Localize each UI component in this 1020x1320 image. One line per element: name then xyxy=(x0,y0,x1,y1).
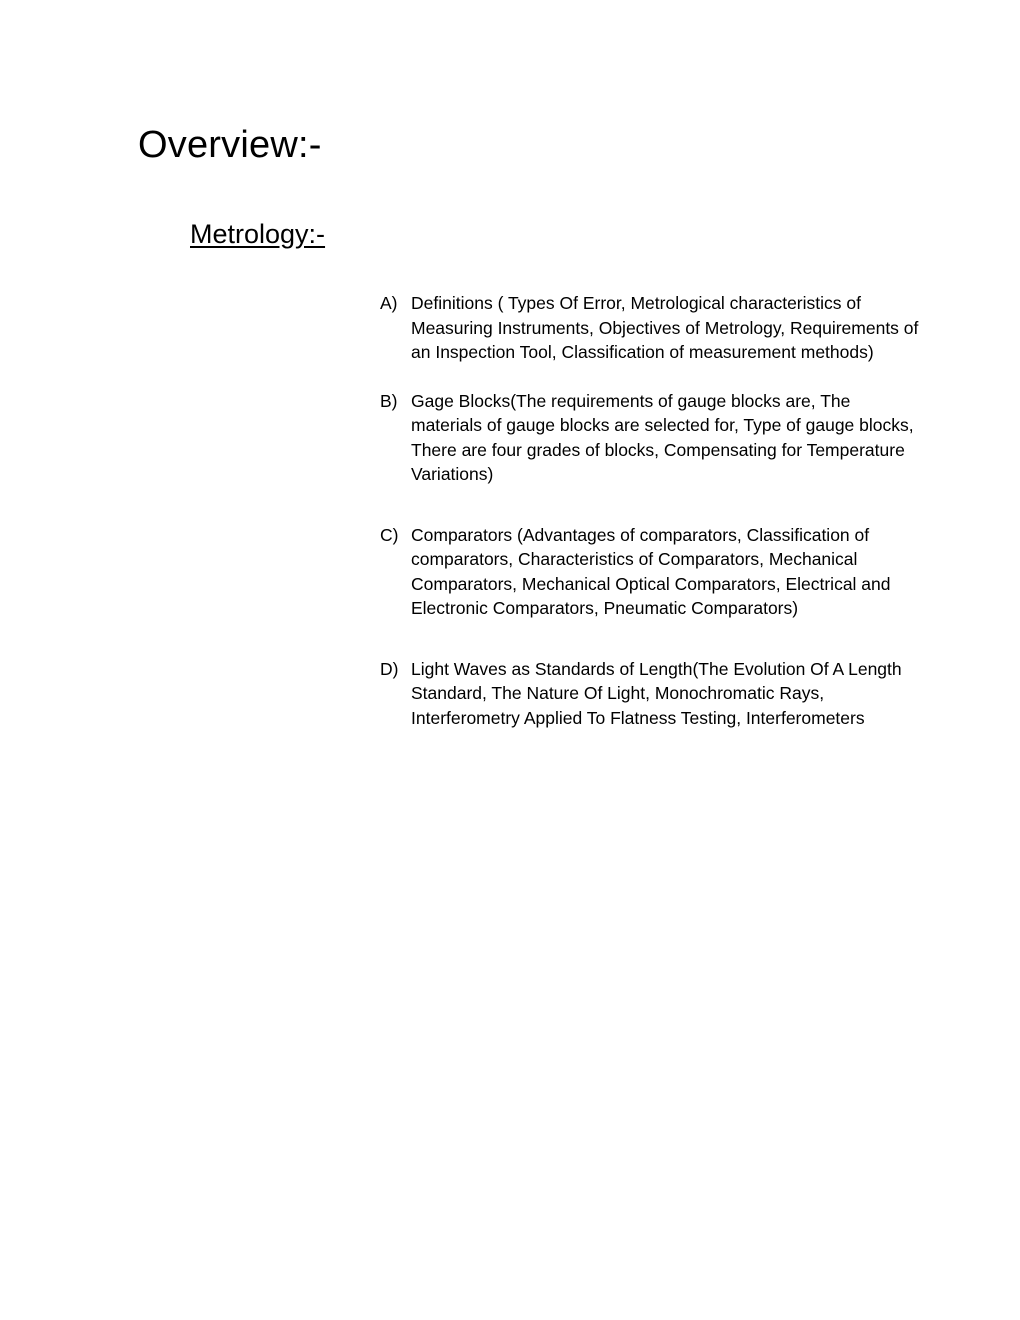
section-heading: Metrology:- xyxy=(190,219,326,249)
list-item-text: Gage Blocks(The requirements of gauge blocks are, The materials of gauge blocks are selected for, Type of gauge blocks, There are four grades of blocks, Compensating for Temperature Variations) xyxy=(411,390,914,484)
page-title: Overview:- xyxy=(138,124,322,166)
list-item-text: Definitions ( Types Of Error, Metrological characteristics of Measuring Instruments, Objectives of Metrology, Requirements of an Inspection Tool, Classification of measurement methods) xyxy=(411,293,919,362)
list-item xyxy=(380,291,920,365)
list-marker: D) xyxy=(380,658,399,679)
list-item xyxy=(380,523,920,621)
topic-list xyxy=(380,291,920,730)
list-item xyxy=(380,657,920,731)
list-item-text: Comparators (Advantages of comparators, Classification of comparators, Characteristics of Comparators, Mechanical Comparators, Mechanical Optical Comparators, Electrical and Electronic Comparators, Pneumatic Comparators) xyxy=(411,524,891,618)
list-marker: A) xyxy=(380,293,398,313)
list-item xyxy=(380,389,920,487)
list-marker: C) xyxy=(380,524,399,545)
list-marker: B) xyxy=(380,390,398,411)
list-item-text: Light Waves as Standards of Length(The Evolution Of A Length Standard, The Nature Of Light, Monochromatic Rays, Interferometry Applied To Flatness Testing, Interferometers xyxy=(411,658,902,728)
